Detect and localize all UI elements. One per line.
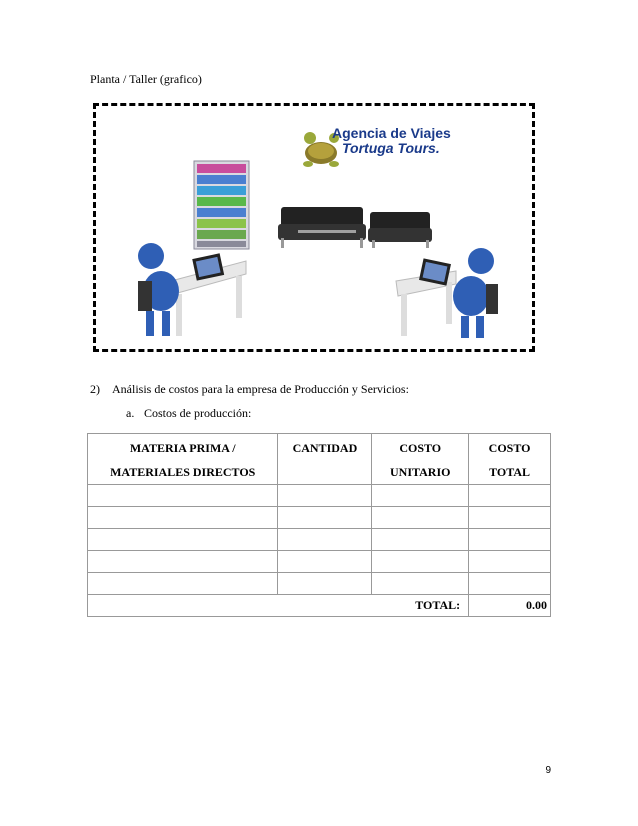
- logo-line-1: Agencia de Viajes: [332, 125, 451, 141]
- sofa-icon: [278, 207, 432, 248]
- logo-line-2: Tortuga Tours.: [342, 140, 440, 156]
- person-at-desk-left-icon: [138, 243, 246, 336]
- table-row: [88, 485, 551, 507]
- table-row: [88, 507, 551, 529]
- analysis-number: 2): [90, 382, 100, 396]
- header-materia-prima: MATERIA PRIMA / MATERIALES DIRECTOS: [88, 434, 278, 485]
- header-costo-total: COSTO TOTAL: [469, 434, 551, 485]
- total-value: 0.00: [469, 595, 551, 617]
- cost-table: [87, 433, 551, 617]
- analysis-heading: [90, 382, 409, 397]
- section-heading: Planta / Taller (grafico): [90, 72, 202, 86]
- analysis-title: Análisis de costos para la empresa de Producción y Servicios:: [112, 382, 409, 396]
- sub-heading: [126, 406, 251, 421]
- person-at-desk-right-icon: [396, 248, 498, 338]
- total-row: [88, 595, 551, 617]
- bookshelf-icon: [194, 161, 249, 249]
- table-row: [88, 529, 551, 551]
- sub-title: Costos de producción:: [144, 406, 252, 420]
- table-header-row: [88, 434, 551, 485]
- page-number: 9: [545, 765, 551, 776]
- header-cantidad: CANTIDAD: [278, 434, 372, 485]
- sub-letter: a.: [126, 406, 135, 420]
- total-label: TOTAL:: [88, 595, 469, 617]
- table-row: [88, 551, 551, 573]
- floor-plan-frame: [93, 103, 535, 352]
- floor-plan-illustration: [96, 106, 532, 349]
- table-row: [88, 573, 551, 595]
- header-costo-unitario: COSTO UNITARIO: [372, 434, 469, 485]
